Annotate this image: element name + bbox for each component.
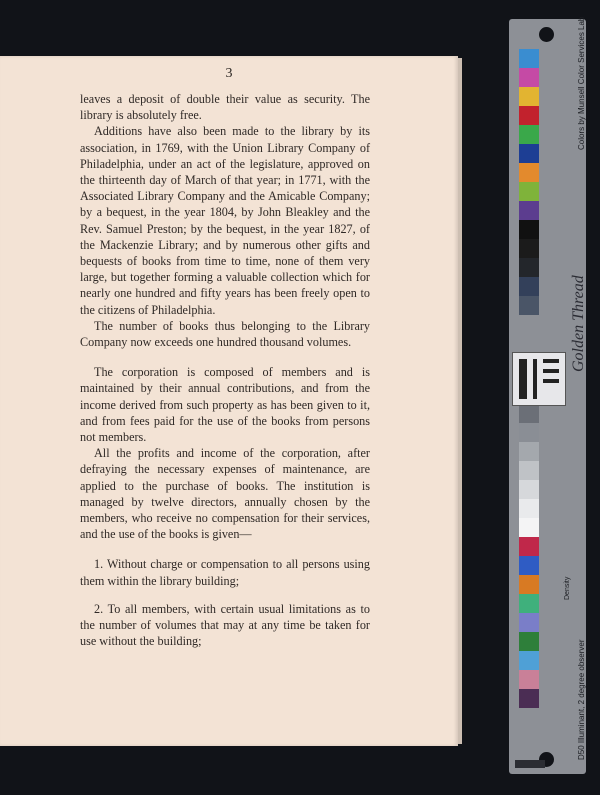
color-swatch — [519, 518, 539, 537]
paragraph: Additions have also been made to the library by its association, in 1769, with the Union Library Company of Philadelphia, under an act of the legislature, approved on the thirteenth day of March of that year; in 1771, with the Associated Library Company and the Amicable Company; by a bequest, in the year 1804, by John Bleakley and the Rev. Samuel Preston; by the bequest, in the year 1827, of the Mackenzie Library; and by numerous other gifts and bequests of books from time to time, none of them very large, but together forming a valuable collection which for nearly one hundred and fifty years has been freely open to the citizens of Philadelphia. — [80, 124, 370, 317]
color-swatch — [519, 201, 539, 220]
color-swatch — [519, 182, 539, 201]
color-swatch — [519, 632, 539, 651]
page-text — [80, 91, 370, 650]
target-hole — [539, 27, 554, 42]
paragraph: All the profits and income of the corporation, after defraying the necessary expenses of maintenance, are applied to the purchase of books. The institution is managed by twelve directors, annually chosen by the members, who receive no compensation for their services, and the use of the books is given— — [80, 446, 370, 542]
illuminant-label: D50 Illuminant, 2 degree observer — [577, 639, 586, 760]
color-swatch — [519, 68, 539, 87]
color-swatch — [519, 613, 539, 632]
color-swatch — [519, 670, 539, 689]
paragraph: leaves a deposit of double their value as security. The library is absolutely free. — [80, 92, 370, 123]
calibration-card — [512, 352, 566, 406]
color-swatch — [519, 442, 539, 461]
color-swatch — [519, 499, 539, 518]
color-swatch — [519, 556, 539, 575]
paragraph: The corporation is composed of members and is maintained by their annual contributions, and from the income derived from such property as has been given to it, and from fees paid for the use of the books from persons not members. — [80, 365, 370, 445]
color-swatch — [519, 87, 539, 106]
color-swatch — [519, 163, 539, 182]
list-item: 2. To all members, with certain usual limitations as to the number of volumes that may at any time be taken for use without the building; — [80, 601, 370, 649]
color-swatch — [519, 258, 539, 277]
color-swatch — [519, 689, 539, 708]
color-swatch — [519, 480, 539, 499]
color-swatch — [519, 651, 539, 670]
color-swatch — [519, 404, 539, 423]
color-swatch — [519, 125, 539, 144]
color-swatch — [519, 537, 539, 556]
color-swatch — [519, 296, 539, 315]
page-edge — [458, 58, 462, 744]
paragraph: The number of books thus belonging to the Library Company now exceeds one hundred thousand volumes. — [80, 318, 370, 350]
color-swatch — [519, 461, 539, 480]
color-swatch — [519, 106, 539, 125]
color-swatch — [519, 239, 539, 258]
color-swatch — [519, 594, 539, 613]
color-swatch — [519, 220, 539, 239]
color-swatch — [519, 49, 539, 68]
list-item: 1. Without charge or compensation to all persons using them within the library building; — [80, 557, 370, 588]
color-swatch — [519, 575, 539, 594]
density-label: Density — [564, 576, 571, 600]
color-swatch — [519, 423, 539, 442]
target-footer — [515, 760, 545, 768]
page-number: 3 — [225, 66, 233, 81]
color-swatch — [519, 277, 539, 296]
vendor-label: Colors by Munsell Color Services Lab — [577, 16, 586, 150]
color-swatch — [519, 144, 539, 163]
brand-label: Golden Thread — [570, 275, 587, 372]
